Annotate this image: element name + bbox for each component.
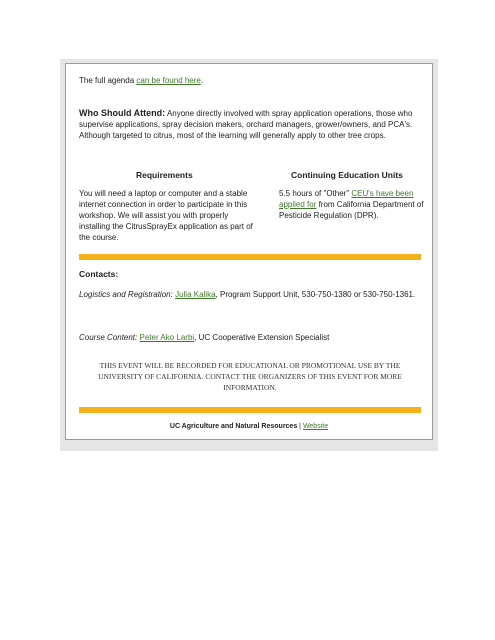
ceu-link[interactable]: CEU's have been applied for xyxy=(279,189,414,209)
ceu-heading: Continuing Education Units xyxy=(291,170,403,180)
agenda-link[interactable]: can be found here xyxy=(136,76,201,85)
divider-bar xyxy=(79,254,421,260)
course-contact xyxy=(79,333,329,342)
contacts-heading: Contacts: xyxy=(79,269,119,279)
logistics-contact xyxy=(79,289,419,300)
agenda-line xyxy=(79,76,203,85)
course-rest: , UC Cooperative Extension Specialist xyxy=(194,333,330,342)
ceu-prefix: 5.5 hours of "Other" xyxy=(279,189,352,198)
email-frame xyxy=(60,59,438,451)
who-should-attend xyxy=(79,108,419,141)
agenda-prefix: The full agenda xyxy=(79,76,137,85)
footer-org: UC Agriculture and Natural Resources xyxy=(169,423,298,430)
recording-notice: THIS EVENT WILL BE RECORDED FOR EDUCATIONAL OR PROMOTIONAL USE BY THE UNIVERSITY OF CALIFORNIA. CONTACT THE ORGANIZERS OF THIS EVENT FOR MORE INFORMATION. xyxy=(98,361,402,392)
course-name-link[interactable]: Peter Ako Larbi xyxy=(139,333,195,342)
requirements-heading: Requirements xyxy=(136,170,193,180)
footer-separator: | xyxy=(297,423,303,430)
who-text: Anyone directly involved with spray application operations, those who supervise applications, spray decision makers, orchard managers, grower/owners, and PCA's. Although targeted to citrus, most of the learning will generally apply to other tree crops. xyxy=(79,109,413,140)
who-lead: Who Should Attend: xyxy=(79,108,166,118)
footer xyxy=(66,423,432,430)
logistics-rest: , Program Support Unit, 530-750-1380 or 530-750-1361. xyxy=(215,290,416,299)
footer-website-link[interactable]: Website xyxy=(302,423,329,430)
course-label: Course Content: xyxy=(79,333,138,342)
requirements-text: You will need a laptop or computer and a stable internet connection in order to participate in this workshop. We will assist you with properly installing the CitrusSprayEx application as part of the course. xyxy=(79,189,253,242)
email-card xyxy=(65,63,433,440)
logistics-label: Logistics and Registration: xyxy=(79,290,173,299)
ceu-suffix: from California Department of Pesticide Regulation (DPR). xyxy=(279,200,424,220)
agenda-suffix: . xyxy=(200,76,204,85)
logistics-name-link[interactable]: Julia Kalika xyxy=(175,290,216,299)
divider-bar xyxy=(79,407,421,413)
ceu-text xyxy=(279,188,424,221)
